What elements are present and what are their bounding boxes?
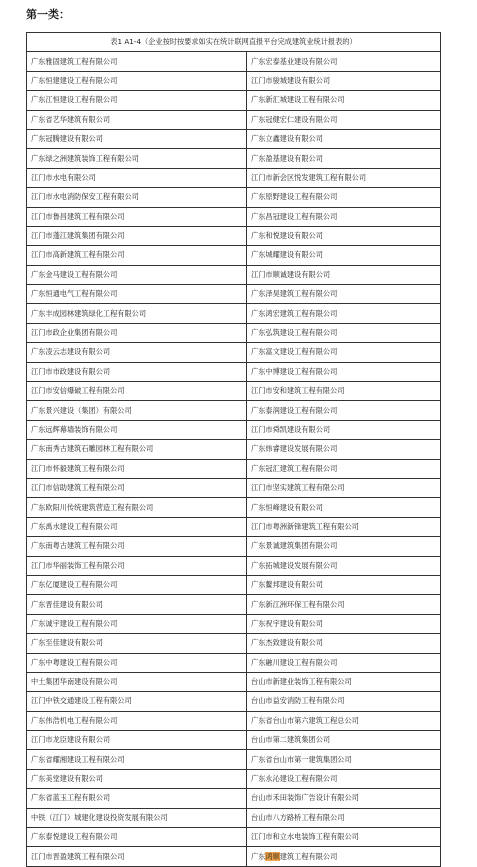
company-cell-left: 广东远辉幕墙装饰有限公司 (27, 420, 247, 439)
table-row (27, 808, 441, 827)
table-caption-row (27, 33, 441, 52)
company-cell-left: 中土集团华南建设有限公司 (27, 672, 247, 691)
company-cell-left: 广东欧阳川传统建筑营造工程有限公司 (27, 498, 247, 517)
table-row (27, 847, 441, 866)
company-cell-left: 江门市蓬江建筑集团有限公司 (27, 226, 247, 245)
table-row (27, 634, 441, 653)
company-cell-right: 广东冠汇建筑工程有限公司 (247, 459, 441, 478)
company-cell-right: 台山市益安消防工程有限公司 (247, 692, 441, 711)
company-cell-right: 广东拓城建设发展有限公司 (247, 556, 441, 575)
table-row (27, 71, 441, 90)
company-cell-left: 广东雅固建筑工程有限公司 (27, 52, 247, 71)
table-row (27, 265, 441, 284)
company-cell-right: 台山市八方路桥工程有限公司 (247, 808, 441, 827)
company-cell-left: 江门市龙臣建设有限公司 (27, 731, 247, 750)
table-row (27, 323, 441, 342)
table-row (27, 420, 441, 439)
table-row (27, 401, 441, 420)
company-cell-left: 广东省耀湘建设工程有限公司 (27, 750, 247, 769)
company-cell-right: 江门市粤洲新锋建筑工程有限公司 (247, 517, 441, 536)
table-row (27, 731, 441, 750)
company-cell-right: 广东祝宇建设有限公司 (247, 614, 441, 633)
table-row (27, 769, 441, 788)
section-heading: 第一类： (26, 8, 70, 21)
company-cell-right: 广东宏泰基业建设有限公司 (247, 52, 441, 71)
table-row (27, 711, 441, 730)
table-row (27, 362, 441, 381)
table-caption: 表1 A1-4（企业按时按要求如实在统计联网直报平台完成建筑业统计报表的） (27, 33, 441, 52)
company-cell-left: 江门市高新建筑工程有限公司 (27, 246, 247, 265)
company-cell-left: 江门市晋盈建筑工程有限公司 (27, 847, 247, 866)
company-cell-right: 江门市舜凯建设有限公司 (247, 420, 441, 439)
table-row (27, 440, 441, 459)
company-cell-right: 江门市顺诚建设有限公司 (247, 265, 441, 284)
table-row (27, 750, 441, 769)
company-cell-left: 江门中铁交通建设工程有限公司 (27, 692, 247, 711)
company-cell-right: 广东杰致建设有限公司 (247, 634, 441, 653)
company-cell-left: 广东省蓝玉工程有限公司 (27, 789, 247, 808)
table-row (27, 556, 441, 575)
table-row (27, 343, 441, 362)
company-cell-right: 广东原野建设工程有限公司 (247, 188, 441, 207)
company-cell-left: 广东禹水建设工程有限公司 (27, 517, 247, 536)
table-row (27, 595, 441, 614)
company-cell-left: 广东中粤建设工程有限公司 (27, 653, 247, 672)
table-row (27, 382, 441, 401)
company-cell-left: 江门市安信爆破工程有限公司 (27, 382, 247, 401)
company-cell-right: 江门市坚实建筑工程有限公司 (247, 478, 441, 497)
company-cell-right: 台山市第二建筑集团公司 (247, 731, 441, 750)
company-cell-left: 江门市华丽装饰工程有限公司 (27, 556, 247, 575)
table-row (27, 459, 441, 478)
company-cell-left: 江门市水电消防保安工程有限公司 (27, 188, 247, 207)
company-cell-left: 广东南秀古建筑石雕园林工程有限公司 (27, 440, 247, 459)
company-cell-right: 广东城耀建设有限公司 (247, 246, 441, 265)
company-cell-right: 广东弘筑建设工程有限公司 (247, 323, 441, 342)
table-row (27, 110, 441, 129)
company-cell-left: 江门市信助建筑工程有限公司 (27, 478, 247, 497)
company-cell-right: 广东昌冠建设工程有限公司 (247, 207, 441, 226)
table-row (27, 672, 441, 691)
company-cell-right: 广东中博建设工程有限公司 (247, 362, 441, 381)
table-row (27, 614, 441, 633)
company-cell-left: 广东诚宇建设工程有限公司 (27, 614, 247, 633)
company-cell-right: 广东景诚建筑集团有限公司 (247, 537, 441, 556)
company-cell-right: 江门市安和建筑工程有限公司 (247, 382, 441, 401)
table-row (27, 129, 441, 148)
company-cell-right: 广东鸿宏建筑工程有限公司 (247, 304, 441, 323)
company-cell-left: 广东美堂建设有限公司 (27, 769, 247, 788)
company-cell-right: 广东融川建设工程有限公司 (247, 653, 441, 672)
company-cell-left: 广东绿之洲建筑装饰工程有限公司 (27, 149, 247, 168)
company-cell-right: 广东立鑫建设有限公司 (247, 129, 441, 148)
company-cell-left: 广东丰成园林建筑绿化工程有限公司 (27, 304, 247, 323)
table-row (27, 188, 441, 207)
company-cell-right: 广东富文建设工程有限公司 (247, 343, 441, 362)
table-row (27, 575, 441, 594)
company-cell-left: 广东南粤古建筑工程有限公司 (27, 537, 247, 556)
table-row (27, 52, 441, 71)
company-cell-left: 广东景兴建设（集团）有限公司 (27, 401, 247, 420)
table-row (27, 149, 441, 168)
company-cell-right: 广东和悦建设有限公司 (247, 226, 441, 245)
company-cell-left: 江门市鲁昌建筑工程有限公司 (27, 207, 247, 226)
company-cell-left: 广东省艺华建筑有限公司 (27, 110, 247, 129)
company-cell-right: 广东炜睿建设发展有限公司 (247, 440, 441, 459)
table-row (27, 246, 441, 265)
table-row (27, 207, 441, 226)
company-cell-right: 广东恒峰建设有限公司 (247, 498, 441, 517)
company-roster-table (26, 32, 441, 867)
company-cell-right: 广东省台山市第六建筑工程总公司 (247, 711, 441, 730)
table-row (27, 517, 441, 536)
company-cell-left: 广东江恒建设工程有限公司 (27, 91, 247, 110)
company-cell-left: 广东至佳建设有限公司 (27, 634, 247, 653)
table-row (27, 828, 441, 847)
table-row (27, 168, 441, 187)
table-row (27, 304, 441, 323)
table-row (27, 478, 441, 497)
company-cell-left: 江门市政企业集团有限公司 (27, 323, 247, 342)
company-cell-right: 广东新汇城建设工程有限公司 (247, 91, 441, 110)
company-cell-left: 江门市怀毅建筑工程有限公司 (27, 459, 247, 478)
company-cell-right: 广东冠健宏仁建设有限公司 (247, 110, 441, 129)
table-row (27, 498, 441, 517)
company-cell-right: 广东泽昊建筑工程有限公司 (247, 285, 441, 304)
table-row (27, 789, 441, 808)
company-cell-right: 江门市骏城建设有限公司 (247, 71, 441, 90)
company-cell-left: 江门市水电有限公司 (27, 168, 247, 187)
company-cell-left: 广东亿厦建设工程有限公司 (27, 575, 247, 594)
company-cell-right: 江门市新会区悦发建筑工程有限公司 (247, 168, 441, 187)
search-highlight: 鸿顺 (265, 851, 280, 861)
company-cell-right: 广东盈基建设有限公司 (247, 149, 441, 168)
company-cell-right: 广东鳌邦建设有限公司 (247, 575, 441, 594)
company-cell-right: 江门市和立水电装饰工程有限公司 (247, 828, 441, 847)
company-cell-left: 广东伟浩机电工程有限公司 (27, 711, 247, 730)
company-cell-right: 广东新江洲环保工程有限公司 (247, 595, 441, 614)
company-cell-left: 中铁（江门）城建化建设投资发展有限公司 (27, 808, 247, 827)
company-cell-left: 广东恒建建设工程有限公司 (27, 71, 247, 90)
company-cell-right: 广东省台山市第一建筑集团公司 (247, 750, 441, 769)
company-roster-body (27, 33, 441, 867)
table-row (27, 285, 441, 304)
table-row (27, 692, 441, 711)
table-row (27, 226, 441, 245)
company-cell-right: 台山市禾田装饰广告设计有限公司 (247, 789, 441, 808)
company-cell-right: 广东永沁建设工程有限公司 (247, 769, 441, 788)
company-cell-left: 广东冠腾建设有限公司 (27, 129, 247, 148)
company-cell-right: 广东鸿顺建筑工程有限公司 (247, 847, 441, 866)
table-row (27, 537, 441, 556)
company-cell-left: 广东金马建设工程有限公司 (27, 265, 247, 284)
company-cell-right: 广东泰润建设工程有限公司 (247, 401, 441, 420)
table-row (27, 91, 441, 110)
company-cell-left: 广东泰悦建设工程有限公司 (27, 828, 247, 847)
table-row (27, 653, 441, 672)
company-cell-left: 广东恒通电气工程有限公司 (27, 285, 247, 304)
company-cell-left: 广东凌云志建设有限公司 (27, 343, 247, 362)
company-cell-left: 广东晋佳建设有限公司 (27, 595, 247, 614)
company-cell-left: 江门市市政建设有限公司 (27, 362, 247, 381)
company-cell-right: 台山市新建业装饰工程有限公司 (247, 672, 441, 691)
